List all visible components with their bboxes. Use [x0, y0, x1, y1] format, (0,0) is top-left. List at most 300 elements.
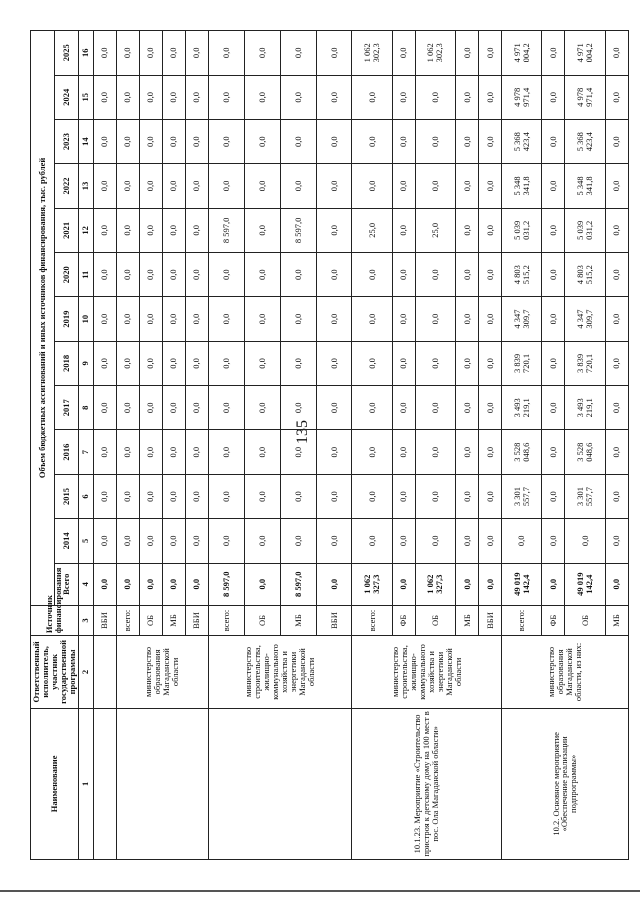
year-value: 0,0	[316, 474, 352, 518]
year-value: 0,0	[244, 75, 280, 119]
year-value: 0,0	[139, 208, 162, 252]
year-value: 0,0	[185, 474, 208, 518]
year-value: 0,0	[162, 386, 185, 430]
year-value: 0,0	[208, 75, 244, 119]
year-value: 0,0	[456, 297, 479, 341]
year-value: 4 978 971,4	[565, 75, 605, 119]
year-value: 0,0	[542, 31, 565, 76]
year-value: 0,0	[456, 253, 479, 297]
year-value: 0,0	[93, 519, 116, 563]
year-value: 0,0	[93, 386, 116, 430]
year-value: 0,0	[139, 474, 162, 518]
year-value: 0,0	[456, 164, 479, 208]
year-value: 0,0	[139, 519, 162, 563]
header-total: Всего	[54, 563, 78, 605]
year-value: 0,0	[542, 297, 565, 341]
year-value: 0,0	[244, 519, 280, 563]
year-value: 0,0	[162, 474, 185, 518]
year-value: 4 978 971,4	[502, 75, 542, 119]
year-value: 0,0	[352, 519, 392, 563]
column-numbers-row	[78, 31, 93, 860]
year-value: 0,0	[116, 119, 139, 163]
year-value: 0,0	[316, 297, 352, 341]
column-number: 7	[78, 430, 93, 474]
year-value: 0,0	[392, 474, 415, 518]
year-value: 0,0	[139, 75, 162, 119]
funding-source: ВБИ	[185, 605, 208, 635]
year-value: 0,0	[185, 430, 208, 474]
header-year: 2017	[54, 386, 78, 430]
year-value: 0,0	[93, 31, 116, 76]
activity-name: 10.2. Основное мероприятие «Обеспечение реализации подпрограммы»	[502, 708, 629, 859]
year-value: 0,0	[392, 386, 415, 430]
year-value: 5 368 423,4	[565, 119, 605, 163]
year-value: 0,0	[605, 386, 628, 430]
table-row	[502, 31, 542, 860]
year-value: 0,0	[185, 341, 208, 385]
activity-name: 10.1.23. Мероприятие «Строительство пристроя к детскому дому на 100 мест в пос. Ола Магаданской области»	[352, 708, 502, 859]
funding-source: МБ	[162, 605, 185, 635]
year-value: 0,0	[605, 253, 628, 297]
year-value: 0,0	[280, 430, 316, 474]
funding-source: ВБИ	[479, 605, 502, 635]
total-value: 0,0	[162, 563, 185, 605]
year-value: 0,0	[316, 341, 352, 385]
year-value: 0,0	[542, 164, 565, 208]
year-value: 0,0	[244, 386, 280, 430]
year-value: 0,0	[185, 119, 208, 163]
year-value: 0,0	[185, 297, 208, 341]
year-value: 0,0	[244, 430, 280, 474]
funding-source: ОБ	[415, 605, 455, 635]
year-value: 0,0	[456, 75, 479, 119]
year-value: 1 062 302,3	[415, 31, 455, 76]
year-value: 0,0	[456, 430, 479, 474]
year-value: 0,0	[244, 341, 280, 385]
year-value: 0,0	[479, 253, 502, 297]
year-value: 1 062 302,3	[352, 31, 392, 76]
header-responsible: Ответственный исполнитель, участник государственной программы	[31, 636, 79, 709]
year-value: 0,0	[352, 119, 392, 163]
year-value: 0,0	[162, 31, 185, 76]
funding-source: МБ	[280, 605, 316, 635]
funding-source: ВБИ	[316, 605, 352, 635]
header-year: 2019	[54, 297, 78, 341]
year-value: 0,0	[542, 341, 565, 385]
year-value: 0,0	[542, 430, 565, 474]
year-value: 0,0	[352, 430, 392, 474]
year-value: 0,0	[185, 253, 208, 297]
header-year: 2024	[54, 75, 78, 119]
funding-source: ФБ	[392, 605, 415, 635]
year-value: 4 347 309,7	[565, 297, 605, 341]
year-value: 0,0	[280, 75, 316, 119]
year-value: 0,0	[185, 75, 208, 119]
year-value: 0,0	[162, 430, 185, 474]
year-value: 0,0	[352, 75, 392, 119]
year-value: 0,0	[316, 430, 352, 474]
year-value: 0,0	[479, 31, 502, 76]
year-value: 0,0	[208, 430, 244, 474]
year-value: 0,0	[605, 75, 628, 119]
year-value: 0,0	[479, 430, 502, 474]
year-value: 0,0	[415, 119, 455, 163]
year-value: 0,0	[392, 253, 415, 297]
year-value: 4 803 515,2	[502, 253, 542, 297]
year-value: 0,0	[352, 386, 392, 430]
column-number: 5	[78, 519, 93, 563]
header-volume: Объем бюджетных ассигнований и иных источников финансирования, тыс. рублей	[31, 31, 55, 606]
year-value: 25,0	[352, 208, 392, 252]
year-value: 0,0	[316, 75, 352, 119]
year-value: 0,0	[116, 386, 139, 430]
year-value: 0,0	[280, 31, 316, 76]
year-value: 0,0	[415, 519, 455, 563]
year-value: 0,0	[185, 164, 208, 208]
header-year: 2014	[54, 519, 78, 563]
year-value: 5 368 423,4	[502, 119, 542, 163]
year-value: 0,0	[352, 474, 392, 518]
total-value: 0,0	[244, 563, 280, 605]
column-number: 13	[78, 164, 93, 208]
total-value: 0,0	[605, 563, 628, 605]
year-value: 0,0	[392, 519, 415, 563]
total-value: 0,0	[479, 563, 502, 605]
year-value: 0,0	[456, 386, 479, 430]
year-value: 4 971 004,2	[565, 31, 605, 76]
year-value: 0,0	[542, 253, 565, 297]
year-value: 0,0	[316, 208, 352, 252]
column-number: 1	[78, 708, 93, 859]
year-value: 0,0	[392, 341, 415, 385]
year-value: 0,0	[542, 119, 565, 163]
financing-table	[30, 30, 629, 860]
total-value: 1 062 327,3	[415, 563, 455, 605]
total-value: 1 062 327,3	[352, 563, 392, 605]
year-value: 0,0	[415, 341, 455, 385]
year-value: 3 528 048,6	[502, 430, 542, 474]
year-value: 0,0	[93, 208, 116, 252]
header-source: Источник финансирования	[31, 605, 79, 635]
total-value: 0,0	[392, 563, 415, 605]
activity-name	[208, 708, 352, 859]
responsible-executor: министерство строительства, жилищно-коммунального хозяйства и энергетики Магаданской области	[352, 636, 502, 709]
year-value: 0,0	[316, 119, 352, 163]
year-value: 0,0	[479, 208, 502, 252]
total-value: 0,0	[185, 563, 208, 605]
year-value: 0,0	[116, 519, 139, 563]
total-value: 49 019 142,4	[502, 563, 542, 605]
year-value: 0,0	[605, 164, 628, 208]
year-value: 0,0	[139, 119, 162, 163]
year-value: 0,0	[542, 386, 565, 430]
header-year: 2021	[54, 208, 78, 252]
funding-source: ОБ	[244, 605, 280, 635]
year-value: 0,0	[479, 297, 502, 341]
table-row	[352, 31, 392, 860]
year-value: 0,0	[280, 119, 316, 163]
funding-source: МБ	[605, 605, 628, 635]
year-value: 0,0	[93, 341, 116, 385]
year-value: 0,0	[208, 297, 244, 341]
year-value: 0,0	[415, 297, 455, 341]
year-value: 5 039 031,2	[502, 208, 542, 252]
total-value: 8 597,0	[280, 563, 316, 605]
year-value: 0,0	[280, 253, 316, 297]
year-value: 8 597,0	[280, 208, 316, 252]
column-number: 10	[78, 297, 93, 341]
year-value: 0,0	[139, 341, 162, 385]
year-value: 0,0	[479, 474, 502, 518]
header-year: 2016	[54, 430, 78, 474]
year-value: 0,0	[280, 297, 316, 341]
year-value: 0,0	[542, 208, 565, 252]
year-value: 0,0	[162, 341, 185, 385]
year-value: 0,0	[244, 297, 280, 341]
year-value: 5 039 031,2	[565, 208, 605, 252]
year-value: 4 971 004,2	[502, 31, 542, 76]
year-value: 0,0	[244, 474, 280, 518]
year-value: 0,0	[415, 75, 455, 119]
column-number: 2	[78, 636, 93, 709]
year-value: 0,0	[162, 253, 185, 297]
year-value: 0,0	[392, 164, 415, 208]
year-value: 0,0	[542, 474, 565, 518]
year-value: 0,0	[116, 430, 139, 474]
year-value: 4 347 309,7	[502, 297, 542, 341]
year-value: 0,0	[605, 519, 628, 563]
column-number: 15	[78, 75, 93, 119]
year-value: 0,0	[352, 253, 392, 297]
year-value: 0,0	[116, 31, 139, 76]
total-value: 0,0	[316, 563, 352, 605]
column-number: 8	[78, 386, 93, 430]
year-value: 0,0	[116, 474, 139, 518]
funding-source: всего:	[116, 605, 139, 635]
year-value: 0,0	[316, 253, 352, 297]
year-value: 0,0	[162, 75, 185, 119]
year-value: 0,0	[139, 297, 162, 341]
year-value: 0,0	[542, 75, 565, 119]
funding-source: всего:	[208, 605, 244, 635]
year-value: 3 839 720,1	[502, 341, 542, 385]
year-value: 0,0	[415, 430, 455, 474]
year-value: 0,0	[316, 386, 352, 430]
header-year: 2023	[54, 119, 78, 163]
total-value: 8 597,0	[208, 563, 244, 605]
year-value: 0,0	[208, 386, 244, 430]
year-value: 0,0	[316, 164, 352, 208]
header-year: 2022	[54, 164, 78, 208]
year-value: 0,0	[415, 253, 455, 297]
year-value: 0,0	[415, 164, 455, 208]
year-value: 0,0	[542, 519, 565, 563]
year-value: 0,0	[139, 253, 162, 297]
funding-source: ВБИ	[93, 605, 116, 635]
year-value: 0,0	[208, 119, 244, 163]
year-value: 0,0	[208, 31, 244, 76]
year-value: 0,0	[116, 208, 139, 252]
year-value: 5 348 341,8	[502, 164, 542, 208]
year-value: 3 528 048,6	[565, 430, 605, 474]
total-value: 0,0	[456, 563, 479, 605]
column-number: 6	[78, 474, 93, 518]
responsible-executor: министерство образования Магаданской области, из них:	[502, 636, 629, 709]
year-value: 0,0	[605, 31, 628, 76]
year-value: 0,0	[280, 474, 316, 518]
year-value: 0,0	[479, 341, 502, 385]
year-value: 0,0	[565, 519, 605, 563]
year-value: 0,0	[352, 297, 392, 341]
year-value: 0,0	[352, 341, 392, 385]
funding-source: МБ	[456, 605, 479, 635]
year-value: 0,0	[116, 164, 139, 208]
year-value: 0,0	[392, 31, 415, 76]
year-value: 25,0	[415, 208, 455, 252]
year-value: 0,0	[162, 119, 185, 163]
year-value: 0,0	[93, 75, 116, 119]
year-value: 0,0	[116, 75, 139, 119]
year-value: 0,0	[139, 31, 162, 76]
column-number: 9	[78, 341, 93, 385]
year-value: 0,0	[479, 119, 502, 163]
year-value: 0,0	[162, 297, 185, 341]
header-name: Наименование	[31, 708, 79, 859]
year-value: 0,0	[208, 253, 244, 297]
year-value: 0,0	[392, 119, 415, 163]
year-value: 0,0	[392, 75, 415, 119]
year-value: 0,0	[162, 164, 185, 208]
year-value: 0,0	[280, 519, 316, 563]
year-value: 0,0	[280, 341, 316, 385]
column-number: 16	[78, 31, 93, 76]
year-value: 3 301 557,7	[565, 474, 605, 518]
header-year: 2025	[54, 31, 78, 76]
year-value: 0,0	[244, 119, 280, 163]
year-value: 3 839 720,1	[565, 341, 605, 385]
year-value: 0,0	[162, 519, 185, 563]
year-value: 0,0	[244, 31, 280, 76]
bottom-rule	[0, 890, 640, 892]
year-value: 0,0	[185, 386, 208, 430]
year-value: 3 493 219,1	[565, 386, 605, 430]
year-value: 0,0	[479, 386, 502, 430]
year-value: 0,0	[93, 430, 116, 474]
year-value: 0,0	[605, 341, 628, 385]
funding-source: ФБ	[542, 605, 565, 635]
year-value: 0,0	[415, 474, 455, 518]
year-value: 0,0	[139, 430, 162, 474]
header-year: 2015	[54, 474, 78, 518]
page-number: 135	[294, 420, 311, 444]
year-value: 0,0	[93, 474, 116, 518]
year-value: 0,0	[208, 519, 244, 563]
table-row	[116, 31, 139, 860]
year-value: 0,0	[162, 208, 185, 252]
year-value: 3 301 557,7	[502, 474, 542, 518]
total-value: 0,0	[116, 563, 139, 605]
year-value: 5 348 341,8	[565, 164, 605, 208]
total-value: 0,0	[93, 563, 116, 605]
year-value: 0,0	[244, 208, 280, 252]
year-value: 0,0	[605, 208, 628, 252]
year-value: 0,0	[605, 474, 628, 518]
table-row	[93, 31, 116, 860]
total-value: 0,0	[542, 563, 565, 605]
year-value: 0,0	[208, 164, 244, 208]
funding-source: ОБ	[139, 605, 162, 635]
total-value: 49 019 142,4	[565, 563, 605, 605]
total-value: 0,0	[139, 563, 162, 605]
year-value: 0,0	[479, 519, 502, 563]
activity-name	[116, 708, 208, 859]
activity-name	[93, 708, 116, 859]
year-value: 0,0	[456, 119, 479, 163]
year-value: 0,0	[208, 341, 244, 385]
year-value: 0,0	[316, 31, 352, 76]
funding-source: всего:	[502, 605, 542, 635]
header-year: 2018	[54, 341, 78, 385]
funding-source: всего:	[352, 605, 392, 635]
year-value: 3 493 219,1	[502, 386, 542, 430]
year-value: 0,0	[93, 164, 116, 208]
column-number: 11	[78, 253, 93, 297]
year-value: 0,0	[605, 297, 628, 341]
year-value: 0,0	[479, 164, 502, 208]
year-value: 8 597,0	[208, 208, 244, 252]
year-value: 0,0	[139, 164, 162, 208]
year-value: 0,0	[502, 519, 542, 563]
year-value: 0,0	[116, 253, 139, 297]
table-row	[208, 31, 244, 860]
year-value: 0,0	[93, 253, 116, 297]
year-value: 0,0	[316, 519, 352, 563]
year-value: 0,0	[605, 119, 628, 163]
year-value: 0,0	[456, 208, 479, 252]
year-value: 0,0	[93, 119, 116, 163]
column-number: 3	[78, 605, 93, 635]
year-value: 0,0	[280, 386, 316, 430]
year-value: 0,0	[352, 164, 392, 208]
year-value: 4 803 515,2	[565, 253, 605, 297]
year-value: 0,0	[415, 386, 455, 430]
year-value: 0,0	[93, 297, 116, 341]
year-value: 0,0	[479, 75, 502, 119]
year-value: 0,0	[280, 164, 316, 208]
year-value: 0,0	[456, 31, 479, 76]
year-value: 0,0	[456, 341, 479, 385]
year-value: 0,0	[456, 474, 479, 518]
responsible-executor	[93, 636, 116, 709]
table-body	[93, 31, 628, 860]
year-value: 0,0	[392, 208, 415, 252]
year-value: 0,0	[392, 297, 415, 341]
column-number: 14	[78, 119, 93, 163]
year-value: 0,0	[392, 430, 415, 474]
year-value: 0,0	[185, 519, 208, 563]
responsible-executor: министерство образования Магаданской области	[116, 636, 208, 709]
year-value: 0,0	[244, 253, 280, 297]
year-value: 0,0	[185, 31, 208, 76]
header-row-1	[31, 31, 55, 860]
year-value: 0,0	[139, 386, 162, 430]
year-value: 0,0	[116, 297, 139, 341]
year-value: 0,0	[605, 430, 628, 474]
responsible-executor: министерство строительства, жилищно-коммунального хозяйства и энергетики Магаданской области	[208, 636, 352, 709]
funding-source: ОБ	[565, 605, 605, 635]
year-value: 0,0	[208, 474, 244, 518]
rotated-table-container	[30, 30, 622, 860]
